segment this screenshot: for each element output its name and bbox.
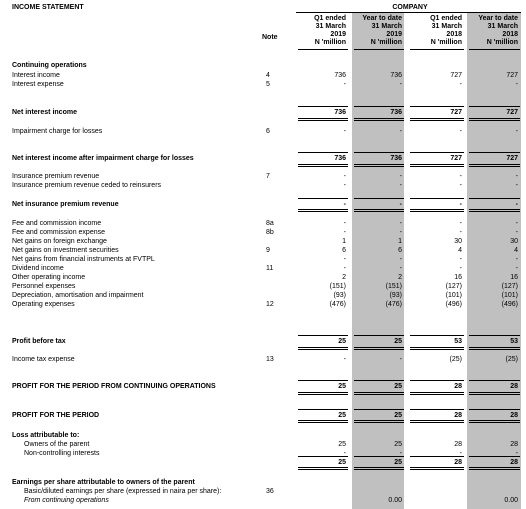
row-note: 11: [266, 265, 274, 272]
row-value-col-1: 25: [338, 338, 346, 345]
row-label: Net gains on investment securities: [12, 247, 119, 254]
subtotal-rule: [469, 198, 520, 199]
subtotal-rule: [354, 152, 404, 153]
row-value-col-2: 25: [394, 383, 402, 390]
row-label: Fee and commission income: [12, 220, 102, 227]
subtotal-rule: [410, 409, 464, 410]
subtotal-rule: [354, 380, 404, 381]
row-value-col-2: -: [399, 256, 402, 263]
row-value-col-1: -: [343, 356, 346, 363]
row-value-col-4: (101): [501, 292, 518, 299]
column-header-rule: [410, 49, 464, 50]
row-value-col-2: -: [399, 201, 402, 208]
row-note: 8a: [266, 220, 274, 227]
row-value-col-4: 16: [510, 274, 518, 281]
group-header-rule: [296, 12, 521, 13]
row-value-col-3: -: [459, 201, 462, 208]
row-value-col-1: -: [343, 265, 346, 272]
row-value-col-4: -: [515, 256, 518, 263]
row-value-col-3: (127): [445, 283, 462, 290]
row-value-col-2: 25: [394, 441, 402, 448]
row-value-col-2: 0.00: [388, 497, 402, 504]
row-value-col-3: -: [459, 256, 462, 263]
column-header-2-line-2: 31 March: [371, 23, 402, 30]
row-value-col-4: -: [515, 173, 518, 180]
row-value-col-3: 28: [454, 441, 462, 448]
row-value-col-1: 25: [338, 412, 346, 419]
row-value-col-3: -: [459, 450, 462, 457]
row-value-col-1: (93): [333, 292, 346, 299]
row-value-col-3: 28: [454, 383, 462, 390]
row-label: Dividend income: [12, 265, 64, 272]
row-value-col-1: -: [343, 256, 346, 263]
total-double-rule: [298, 209, 348, 212]
row-label: Net interest income after impairment charge for losses: [12, 155, 194, 162]
row-value-col-2: (476): [385, 301, 402, 308]
column-header-3-line-1: Q1 ended: [430, 15, 462, 22]
total-double-rule: [469, 118, 520, 121]
subtotal-rule: [298, 335, 348, 336]
row-value-col-1: -: [343, 182, 346, 189]
subtotal-rule: [354, 198, 404, 199]
row-label: Interest expense: [12, 81, 64, 88]
row-value-col-3: 30: [454, 238, 462, 245]
row-value-col-1: -: [343, 450, 346, 457]
row-label: Interest income: [12, 72, 60, 79]
row-value-col-4: 28: [510, 459, 518, 466]
row-value-col-3: 28: [454, 412, 462, 419]
row-value-col-1: 6: [342, 247, 346, 254]
row-value-col-1: 25: [338, 383, 346, 390]
row-value-col-3: -: [459, 81, 462, 88]
row-label: Non-controlling interests: [24, 450, 100, 457]
row-value-col-2: -: [399, 128, 402, 135]
total-double-rule: [354, 209, 404, 212]
subtotal-rule: [354, 335, 404, 336]
subtotal-rule: [469, 152, 520, 153]
statement-title: INCOME STATEMENT: [12, 4, 84, 11]
total-double-rule: [469, 164, 520, 167]
row-value-col-1: -: [343, 220, 346, 227]
row-note: 6: [266, 128, 270, 135]
row-value-col-1: 736: [334, 155, 346, 162]
column-header-4-line-1: Year to date: [478, 15, 518, 22]
row-label: From continuing operations: [24, 497, 109, 504]
total-double-rule: [354, 118, 404, 121]
row-value-col-4: 28: [510, 383, 518, 390]
row-label: Continuing operations: [12, 62, 87, 69]
column-header-3-line-4: N 'million: [430, 39, 462, 46]
row-value-col-4: 28: [510, 412, 518, 419]
column-header-1-line-2: 31 March: [315, 23, 346, 30]
row-value-col-4: (127): [501, 283, 518, 290]
total-double-rule: [354, 392, 404, 395]
row-value-col-4: 0.00: [504, 497, 518, 504]
row-value-col-1: -: [343, 201, 346, 208]
row-value-col-3: 727: [450, 155, 462, 162]
row-value-col-2: -: [399, 173, 402, 180]
subtotal-rule: [298, 152, 348, 153]
row-value-col-1: (151): [329, 283, 346, 290]
total-double-rule: [298, 118, 348, 121]
row-value-col-4: 53: [510, 338, 518, 345]
row-value-col-4: 727: [506, 109, 518, 116]
row-note: 7: [266, 173, 270, 180]
row-value-col-3: -: [459, 173, 462, 180]
row-value-col-3: 727: [450, 109, 462, 116]
row-value-col-2: 25: [394, 459, 402, 466]
total-double-rule: [354, 164, 404, 167]
row-label: Income tax expense: [12, 356, 75, 363]
column-header-2-line-1: Year to date: [362, 15, 402, 22]
subtotal-rule: [298, 380, 348, 381]
column-header-4-line-4: N 'million: [486, 39, 518, 46]
row-label: Personnel expenses: [12, 283, 76, 290]
group-header-company: COMPANY: [392, 4, 428, 11]
total-double-rule: [469, 347, 520, 350]
row-value-col-3: (25): [449, 356, 462, 363]
row-label: Earnings per share attributable to owners of the parent: [12, 479, 195, 486]
row-value-col-4: -: [515, 229, 518, 236]
subtotal-rule: [298, 198, 348, 199]
total-double-rule: [354, 467, 404, 470]
row-note: 36: [266, 488, 274, 495]
column-header-1-line-4: N 'million: [314, 39, 346, 46]
subtotal-rule: [298, 106, 348, 107]
subtotal-rule: [469, 380, 520, 381]
row-value-col-2: 736: [390, 155, 402, 162]
column-header-2-line-4: N 'million: [370, 39, 402, 46]
column-header-rule: [354, 49, 404, 50]
note-column-header: Note: [262, 34, 278, 41]
row-value-col-2: -: [399, 229, 402, 236]
row-value-col-3: 53: [454, 338, 462, 345]
row-label: Owners of the parent: [24, 441, 90, 448]
row-label: Other operating income: [12, 274, 86, 281]
row-value-col-3: -: [459, 220, 462, 227]
row-label: PROFIT FOR THE PERIOD: [12, 412, 100, 419]
row-value-col-2: -: [399, 265, 402, 272]
total-double-rule: [410, 347, 464, 350]
row-label: Insurance premium revenue: [12, 173, 100, 180]
row-label: Basic/diluted earnings per share (expressed in naira per share):: [24, 488, 222, 495]
row-value-col-3: -: [459, 229, 462, 236]
row-value-col-1: -: [343, 173, 346, 180]
row-value-col-3: 16: [454, 274, 462, 281]
row-value-col-3: 4: [458, 247, 462, 254]
row-value-col-2: (151): [385, 283, 402, 290]
subtotal-rule: [469, 456, 520, 457]
row-value-col-2: -: [399, 450, 402, 457]
total-double-rule: [298, 164, 348, 167]
row-label: Profit before tax: [12, 338, 66, 345]
row-label: Net interest income: [12, 109, 77, 116]
row-value-col-2: 736: [390, 109, 402, 116]
row-note: 8b: [266, 229, 274, 236]
subtotal-rule: [469, 106, 520, 107]
row-label: Net insurance premium revenue: [12, 201, 119, 208]
total-double-rule: [298, 347, 348, 350]
subtotal-rule: [410, 152, 464, 153]
subtotal-rule: [354, 409, 404, 410]
subtotal-rule: [410, 335, 464, 336]
row-note: 5: [266, 81, 270, 88]
row-value-col-2: 1: [398, 238, 402, 245]
column-header-1-line-1: Q1 ended: [314, 15, 346, 22]
row-value-col-2: 6: [398, 247, 402, 254]
subtotal-rule: [410, 380, 464, 381]
row-value-col-4: -: [515, 450, 518, 457]
row-value-col-4: 727: [506, 72, 518, 79]
row-note: 9: [266, 247, 270, 254]
row-label: Fee and commission expense: [12, 229, 105, 236]
row-value-col-2: -: [399, 356, 402, 363]
row-value-col-3: -: [459, 265, 462, 272]
row-label: Operating expenses: [12, 301, 75, 308]
row-value-col-2: (93): [389, 292, 402, 299]
total-double-rule: [298, 392, 348, 395]
column-header-1-line-3: 2019: [330, 31, 346, 38]
row-value-col-1: (476): [329, 301, 346, 308]
row-value-col-1: 736: [334, 109, 346, 116]
row-value-col-4: -: [515, 265, 518, 272]
row-value-col-1: -: [343, 81, 346, 88]
column-header-rule: [298, 49, 348, 50]
subtotal-rule: [410, 198, 464, 199]
row-value-col-4: 727: [506, 155, 518, 162]
row-note: 4: [266, 72, 270, 79]
column-header-3-line-2: 31 March: [431, 23, 462, 30]
row-value-col-2: 25: [394, 338, 402, 345]
total-double-rule: [469, 420, 520, 423]
row-value-col-1: 2: [342, 274, 346, 281]
row-value-col-4: -: [515, 128, 518, 135]
row-label: Net gains on foreign exchange: [12, 238, 107, 245]
column-header-2-line-3: 2019: [386, 31, 402, 38]
row-value-col-1: 736: [334, 72, 346, 79]
total-double-rule: [410, 392, 464, 395]
row-value-col-4: (25): [505, 356, 518, 363]
column-header-3-line-3: 2018: [446, 31, 462, 38]
subtotal-rule: [354, 456, 404, 457]
total-double-rule: [298, 467, 348, 470]
row-value-col-2: -: [399, 182, 402, 189]
total-double-rule: [469, 209, 520, 212]
subtotal-rule: [298, 456, 348, 457]
row-value-col-4: -: [515, 220, 518, 227]
row-value-col-1: 25: [338, 459, 346, 466]
subtotal-rule: [469, 335, 520, 336]
row-label: PROFIT FOR THE PERIOD FROM CONTINUING OPERATIONS: [12, 383, 216, 390]
row-value-col-2: 2: [398, 274, 402, 281]
row-value-col-3: (496): [445, 301, 462, 308]
total-double-rule: [410, 467, 464, 470]
row-label: Net gains from financial instruments at FVTPL: [12, 256, 155, 263]
subtotal-rule: [410, 456, 464, 457]
row-value-col-3: (101): [445, 292, 462, 299]
row-value-col-1: -: [343, 128, 346, 135]
row-value-col-3: 28: [454, 459, 462, 466]
total-double-rule: [469, 392, 520, 395]
total-double-rule: [410, 209, 464, 212]
row-value-col-4: 4: [514, 247, 518, 254]
row-label: Loss attributable to:: [12, 432, 80, 439]
total-double-rule: [410, 164, 464, 167]
column-header-rule: [469, 49, 520, 50]
row-value-col-1: 1: [342, 238, 346, 245]
row-value-col-1: -: [343, 229, 346, 236]
row-label: Insurance premium revenue ceded to reinsurers: [12, 182, 162, 189]
row-value-col-4: -: [515, 81, 518, 88]
row-note: 13: [266, 356, 274, 363]
row-value-col-3: -: [459, 182, 462, 189]
row-value-col-3: 727: [450, 72, 462, 79]
total-double-rule: [354, 347, 404, 350]
column-header-4-line-2: 31 March: [487, 23, 518, 30]
row-value-col-1: 25: [338, 441, 346, 448]
row-value-col-4: (496): [501, 301, 518, 308]
row-value-col-4: 28: [510, 441, 518, 448]
row-note: 12: [266, 301, 274, 308]
subtotal-rule: [354, 106, 404, 107]
total-double-rule: [354, 420, 404, 423]
row-value-col-2: -: [399, 81, 402, 88]
row-value-col-4: -: [515, 182, 518, 189]
row-value-col-4: -: [515, 201, 518, 208]
total-double-rule: [298, 420, 348, 423]
total-double-rule: [410, 420, 464, 423]
total-double-rule: [410, 118, 464, 121]
total-double-rule: [469, 467, 520, 470]
row-value-col-2: 25: [394, 412, 402, 419]
row-value-col-4: 30: [510, 238, 518, 245]
subtotal-rule: [410, 106, 464, 107]
row-label: Depreciation, amortisation and impairment: [12, 292, 144, 299]
subtotal-rule: [298, 409, 348, 410]
subtotal-rule: [469, 409, 520, 410]
row-value-col-3: -: [459, 128, 462, 135]
column-header-4-line-3: 2018: [502, 31, 518, 38]
row-label: Impairment charge for losses: [12, 128, 103, 135]
row-value-col-2: 736: [390, 72, 402, 79]
row-value-col-2: -: [399, 220, 402, 227]
